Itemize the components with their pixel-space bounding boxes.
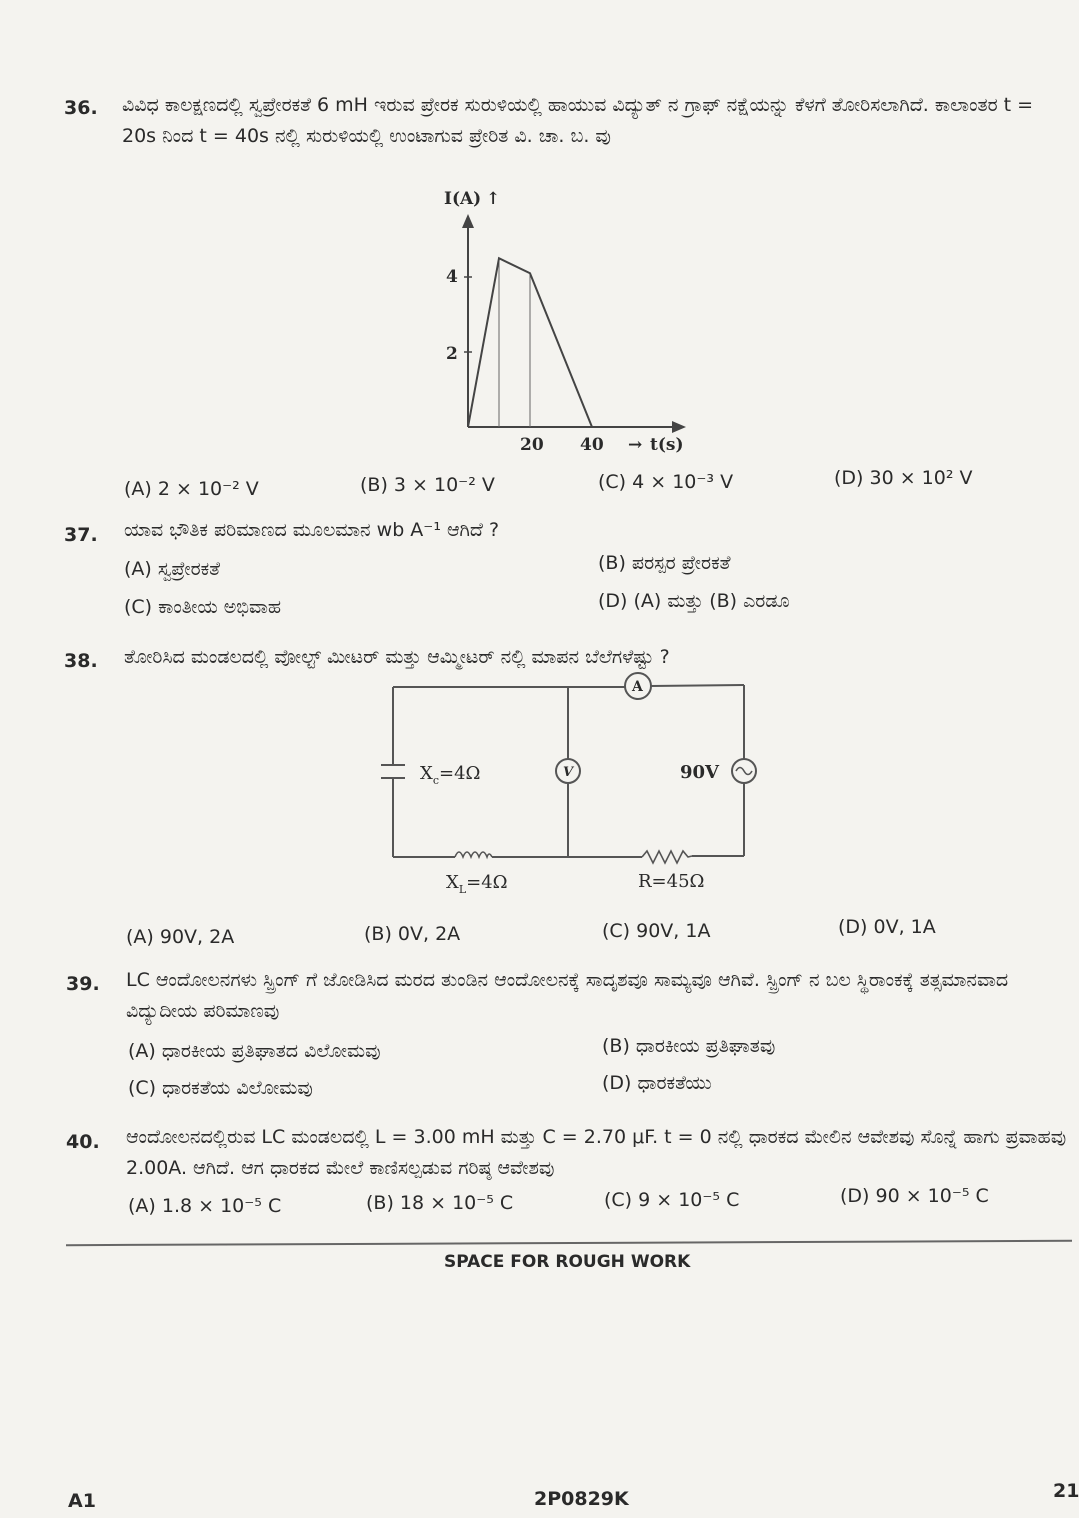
- q40-option-d[interactable]: (D) 90 × 10⁻⁵ C: [840, 1185, 989, 1207]
- q38-option-d[interactable]: (D) 0V, 1A: [838, 916, 936, 938]
- rough-work-divider: [66, 1240, 1072, 1246]
- q40-option-b[interactable]: (B) 18 × 10⁻⁵ C: [366, 1192, 514, 1214]
- q36-option-b[interactable]: (B) 3 × 10⁻² V: [360, 474, 495, 496]
- source-voltage-label: 90V: [680, 762, 720, 783]
- question-39-text: LC ಆಂದೋಲನಗಳು ಸ್ಪ್ರಿಂಗ್ ಗೆ ಜೋಡಿಸಿದ ಮರದ ತುಂಡಿನ ಆಂದೋಲನಕ್ಕೆ ಸಾದೃಶವೂ ಸಾಮ್ಯವೂ ಆಗಿವೆ. ಸ್ಪ್ರಿಂಗ್ ನ ಬಲ ಸ್ಥಿರಾಂಕಕ್ಕೆ ತತ್ಸಮಾನವಾದ ವಿದ್ಯುದೀಯ ಪರಿಮಾಣವು: [126, 969, 1009, 1022]
- xl-value: =4Ω: [466, 872, 508, 893]
- q39-option-a[interactable]: (A) ಧಾರಕೀಯ ಪ್ರತಿಘಾತದ ವಿಲೋಮವು: [128, 1040, 381, 1062]
- q37-option-c[interactable]: (C) ಕಾಂತೀಯ ಅಭಿವಾಹ: [124, 596, 282, 618]
- q36-option-c[interactable]: (C) 4 × 10⁻³ V: [598, 471, 734, 493]
- y-tick-label: 2: [446, 344, 458, 364]
- ac-circuit-diagram: [370, 670, 770, 900]
- question-37-text: ಯಾವ ಭೌತಿಕ ಪರಿಮಾಣದ ಮೂಲಮಾನ wb A⁻¹ ಆಗಿದೆ ?: [124, 519, 500, 541]
- q37-option-b[interactable]: (B) ಪರಸ್ಪರ ಪ್ರೇರಕತೆ: [598, 552, 731, 574]
- q38-option-a[interactable]: (A) 90V, 2A: [126, 926, 235, 948]
- x-tick-label: 20: [520, 435, 544, 455]
- xc-value: =4Ω: [439, 763, 481, 784]
- xl-symbol: X: [446, 872, 459, 893]
- q37-option-a[interactable]: (A) ಸ್ವಪ್ರೇರಕತೆ: [124, 558, 221, 580]
- voltmeter-label: V: [563, 765, 574, 780]
- xc-subscript: c: [432, 774, 439, 787]
- question-38-text: ತೋರಿಸಿದ ಮಂಡಲದಲ್ಲಿ ವೋಲ್ಟ್ ಮೀಟರ್ ಮತ್ತು ಆಮ್ಮೀಟರ್ ನಲ್ಲಿ ಮಾಪನ ಬೆಲೆಗಳೆಷ್ಟು ?: [124, 646, 670, 668]
- q39-option-d[interactable]: (D) ಧಾರಕತೆಯು: [602, 1072, 712, 1094]
- q36-option-a[interactable]: (A) 2 × 10⁻² V: [124, 478, 259, 500]
- q39-option-b[interactable]: (B) ಧಾರಕೀಯ ಪ್ರತಿಘಾತವು: [602, 1035, 776, 1057]
- q36-option-d[interactable]: (D) 30 × 10² V: [834, 467, 973, 489]
- current-time-graph: [420, 182, 710, 462]
- xc-symbol: X: [420, 763, 433, 784]
- x-axis-arrow-glyph: →: [628, 435, 643, 455]
- x-axis-label: t(s): [650, 435, 684, 455]
- inductive-reactance-label: [446, 872, 508, 896]
- question-40-number: 40.: [66, 1131, 100, 1153]
- q38-option-b[interactable]: (B) 0V, 2A: [364, 923, 461, 945]
- y-axis-arrow-glyph: ↑: [486, 189, 501, 209]
- question-37-number: 37.: [64, 524, 98, 546]
- y-tick-label: 4: [446, 267, 458, 287]
- y-axis-arrowhead: [462, 214, 474, 228]
- x-tick-label: 40: [580, 435, 604, 455]
- resistor-zigzag: [642, 851, 692, 863]
- rough-work-heading: SPACE FOR ROUGH WORK: [444, 1252, 691, 1272]
- ac-source-wave-icon: [736, 768, 752, 775]
- ammeter-label: A: [632, 679, 643, 695]
- wire-top-right: [651, 685, 744, 686]
- footer-paper-code: 2P0829K: [534, 1488, 629, 1510]
- inductor-coil: [455, 852, 492, 857]
- question-39-number: 39.: [66, 973, 100, 995]
- footer-booklet-code: A1: [68, 1490, 96, 1512]
- q39-option-c[interactable]: (C) ಧಾರಕತೆಯ ವಿಲೋಮವು: [128, 1077, 313, 1099]
- q40-option-a[interactable]: (A) 1.8 × 10⁻⁵ C: [128, 1195, 282, 1217]
- q38-option-c[interactable]: (C) 90V, 1A: [602, 920, 711, 942]
- footer-page-number: 21: [1053, 1480, 1079, 1502]
- question-36-number: 36.: [64, 97, 98, 119]
- resistor-label: R=45Ω: [638, 871, 705, 892]
- capacitive-reactance-label: [420, 763, 480, 787]
- question-36-text: ವಿವಿಧ ಕಾಲಕ್ಷಣದಲ್ಲಿ ಸ್ವಪ್ರೇರಕತೆ 6 mH ಇರುವ ಪ್ರೇರಕ ಸುರುಳಿಯಲ್ಲಿ ಹಾಯುವ ವಿದ್ಯುತ್ ನ ಗ್ರಾಫ್ ನಕ್ಷೆಯನ್ನು ಕೆಳಗೆ ತೋರಿಸಲಾಗಿದೆ. ಕಾಲಾಂತರ t = 20s ನಿಂದ t = 40s ನಲ್ಲಿ ಸುರುಳಿಯಲ್ಲಿ ಉಂಟಾಗುವ ಪ್ರೇರಿತ ವಿ. ಚಾ. ಬ. ವು: [122, 94, 1034, 147]
- q37-option-d[interactable]: (D) (A) ಮತ್ತು (B) ಎರಡೂ: [598, 590, 790, 612]
- question-38-number: 38.: [64, 650, 98, 672]
- y-axis-label: I(A): [444, 189, 482, 209]
- xl-subscript: L: [458, 883, 467, 896]
- question-40-text: ಆಂದೋಲನದಲ್ಲಿರುವ LC ಮಂಡಲದಲ್ಲಿ L = 3.00 mH ಮತ್ತು C = 2.70 μF. t = 0 ನಲ್ಲಿ ಧಾರಕದ ಮೇಲಿನ ಆವೇಶವು ಸೊನ್ನೆ ಹಾಗು ಪ್ರವಾಹವು 2.00A. ಆಗಿದೆ. ಆಗ ಧಾರಕದ ಮೇಲೆ ಕಾಣಿಸಲ್ಪಡುವ ಗರಿಷ್ಠ ಆವೇಶವು: [126, 1126, 1067, 1179]
- q40-option-c[interactable]: (C) 9 × 10⁻⁵ C: [604, 1189, 740, 1211]
- x-axis-arrowhead: [672, 421, 686, 433]
